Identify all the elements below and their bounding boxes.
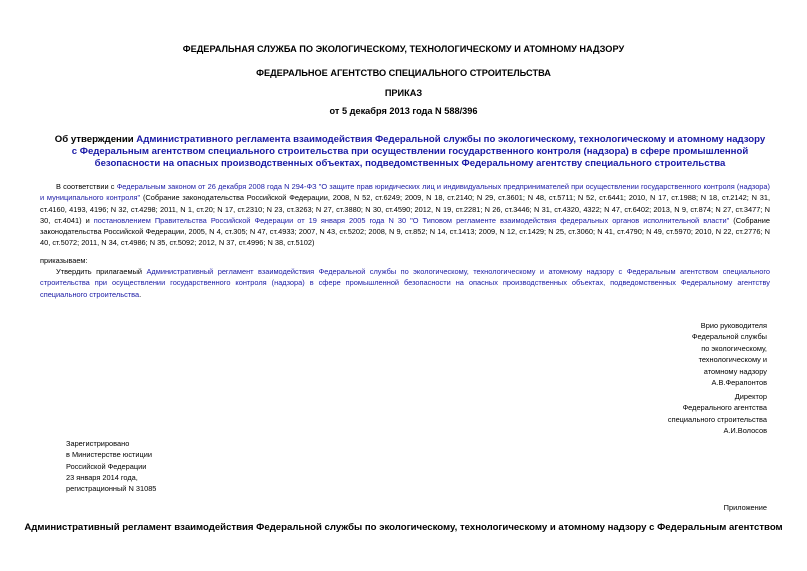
registration-line: регистрационный N 31085 <box>66 484 157 494</box>
title-regulation-link[interactable]: Административного регламента взаимодействия Федеральной службы по экологическому, технологическому и атомному надзору с Федеральным агентством специального строительства при осуществлении государственного контроля (надзора) в сфере промышленной безопасности на опасных производственных объектах, подведомственных Федеральному агентству специального строительства <box>71 134 766 169</box>
approved-regulation-link[interactable]: Административный регламент взаимодействия Федеральной службы по экологическому, технологическому и атомному надзору с Федеральным агентством специального строительства при осуществлении государственного контроля (надзора) в сфере промышленной безопасности на опасных производственных объектах, подведомственных Федеральному агентству специального строительства <box>40 267 770 299</box>
signature-1-line: атомному надзору <box>703 366 767 376</box>
signature-block-2 <box>668 391 767 437</box>
federal-law-link[interactable]: Федеральным законом от 26 декабря 2008 года N 294-ФЗ "О защите прав юридических лиц и индивидуальных предпринимателей при осуществлении государственного контроля (надзора) и муниципального контроля" <box>40 182 770 203</box>
document-date: от 5 декабря 2013 года N 588/396 <box>329 106 478 116</box>
signature-1-line: технологическому и <box>698 355 767 365</box>
signature-1-line: по экологическому, <box>701 343 767 353</box>
registration-block <box>66 438 156 494</box>
title-prefix: Об утверждении <box>54 134 137 145</box>
approve-suffix: . <box>139 289 142 299</box>
signature-2-line: А.И.Волосов <box>723 426 767 436</box>
approve-prefix: Утвердить прилагаемый <box>56 267 147 276</box>
signature-1-line: А.В.Ферапонтов <box>711 378 767 388</box>
government-resolution-sources: (Собрание законодательства Российской Федерации, 2005, N 4, ст.305; N 47, ст.4933; 2007, N 43, ст.5202; 2008, N 9, ст.852; N 14, ст.1413; 2009, N 12, ст.1429; N 25, ст.3060; N 41, ст.4790; N 49, ст.5970; 2010, N 22, ст.2776; N 40, ст.5072; 2011, N 34, ст.4986; N 35, ст.5092; 2012, N 37, ст.4996; N 38, ст.5102) <box>40 215 770 248</box>
document-type: ПРИКАЗ <box>384 88 423 98</box>
signature-1-line: Врио руководителя <box>700 321 767 330</box>
approve-paragraph <box>40 266 770 300</box>
registration-line: 23 января 2014 года, <box>66 472 138 482</box>
signature-2-line: Федерального агентства <box>682 403 767 413</box>
registration-line: Российской Федерации <box>66 461 147 471</box>
agency-name-2: ФЕДЕРАЛЬНОЕ АГЕНТСТВО СПЕЦИАЛЬНОГО СТРОИТЕЛЬСТВА <box>256 68 551 78</box>
signature-block-1 <box>692 320 767 388</box>
appendix-title: Административный регламент взаимодействия Федеральной службы по экологическому, технологическому и атомному надзору с Федеральным агентством <box>24 522 783 533</box>
order-word: приказываем: <box>40 256 88 265</box>
signature-2-line: Директор <box>734 392 767 401</box>
agency-name-1: ФЕДЕРАЛЬНАЯ СЛУЖБА ПО ЭКОЛОГИЧЕСКОМУ, ТЕХНОЛОГИЧЕСКОМУ И АТОМНОМУ НАДЗОРУ <box>182 44 625 54</box>
registration-line: в Министерстве юстиции <box>66 450 153 460</box>
document-title <box>52 134 768 170</box>
appendix-label: Приложение <box>723 503 767 512</box>
registration-line: Зарегистрировано <box>66 439 130 448</box>
signature-2-line: специального строительства <box>667 414 767 424</box>
federal-law-sources: (Собрание законодательства Российской Федерации, 2008, N 52, ст.6249; 2009, N 18, ст.2140; N 29, ст.3601; N 48, ст.5711; N 52, ст.6441; 2010, N 17, ст.1988; N 18, ст.2142; N 31, ст.4160, 4193, 4196; N 32, ст.4298; 2011, N 1, ст.20; N 17, ст.2310; N 23, ст.3263; N 27, ст.3880; N 30, ст.4590; 2012, N 19, ст.2281; N 26, ст.3446; N 31, ст.4320, 4322; N 47, ст.6402; 2013, N 9, ст.874; N 27, ст.3477; N 30, ст.4041) и <box>40 193 770 225</box>
signature-1-line: Федеральной службы <box>691 332 767 342</box>
government-resolution-link[interactable]: постановлением Правительства Российской Федерации от 19 января 2005 года N 30 "О Типовом регламенте взаимодействия федеральных органов исполнительной власти" <box>93 215 730 225</box>
preamble-intro: В соответствии с <box>56 182 117 191</box>
preamble-paragraph <box>40 181 770 249</box>
